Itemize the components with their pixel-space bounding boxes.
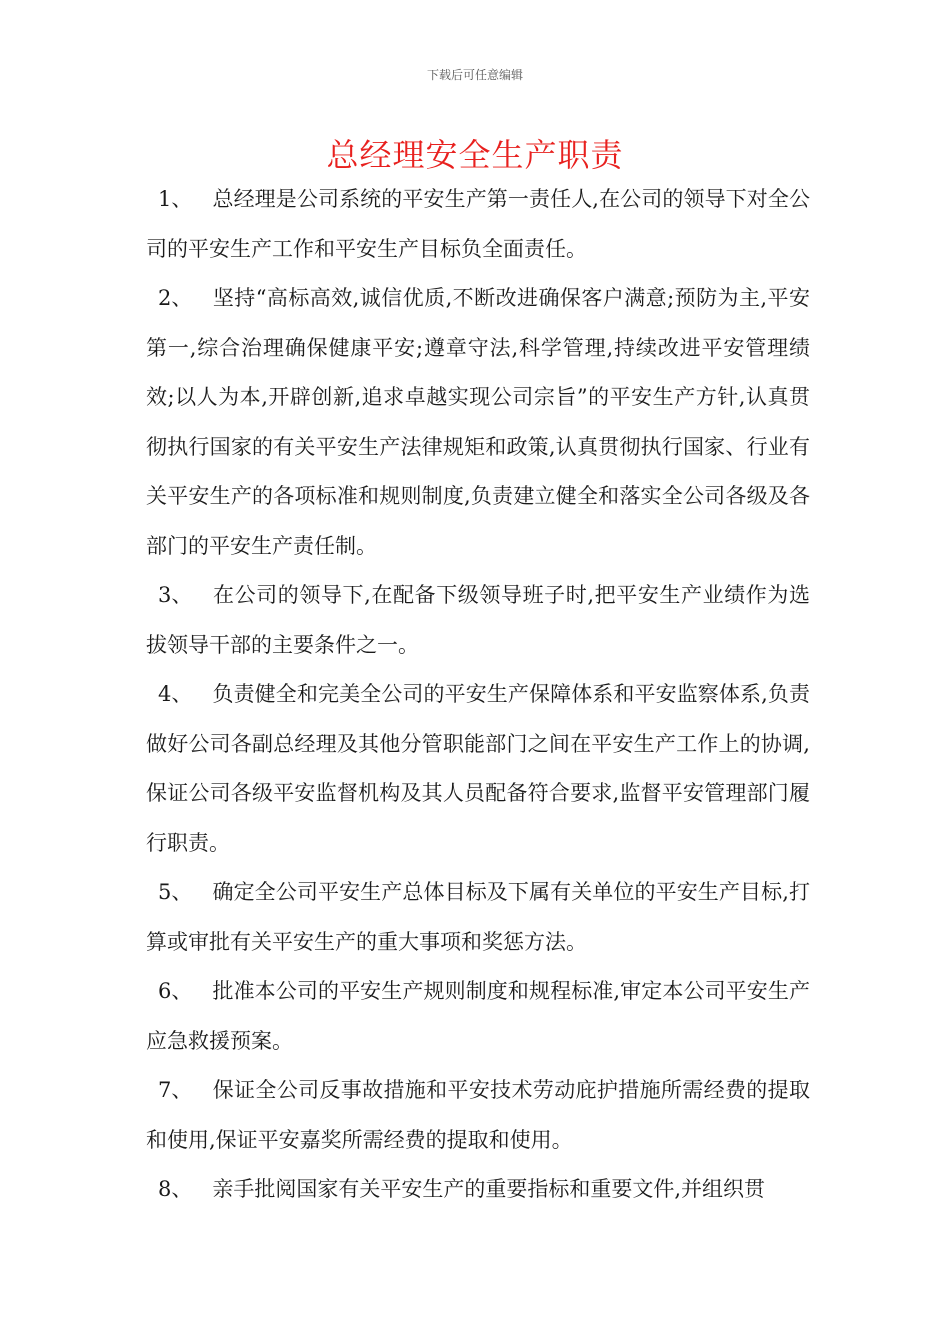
item-text: 负责健全和完美全公司的平安生产保障体系和平安监察体系,负责做好公司各副总经理及其他分管职能部门之间在平安生产工作上的协调,保证公司各级平安监督机构及其人员配备符合要求,监督平安管理部门履行职责。 xyxy=(146,682,810,855)
list-item xyxy=(146,967,810,1066)
item-number: 4、 xyxy=(158,682,193,706)
item-text: 批准本公司的平安生产规则制度和规程标准,审定本公司平安生产应急救援预案。 xyxy=(146,979,810,1053)
item-number: 5、 xyxy=(158,880,193,904)
list-item xyxy=(146,1165,810,1215)
document-body xyxy=(146,175,810,1215)
list-item xyxy=(146,175,810,274)
page-header-note: 下载后可任意编辑 xyxy=(426,68,523,82)
item-number: 1、 xyxy=(158,187,193,211)
list-item xyxy=(146,670,810,868)
list-item xyxy=(146,274,810,571)
item-text: 确定全公司平安生产总体目标及下属有关单位的平安生产目标,打算或审批有关平安生产的重大事项和奖惩方法。 xyxy=(146,880,810,954)
document-title: 总经理安全生产职责 xyxy=(326,136,624,174)
list-item xyxy=(146,1066,810,1165)
item-number: 6、 xyxy=(158,979,193,1003)
item-text: 坚持“高标高效,诚信优质,不断改进确保客户满意;预防为主,平安第一,综合治理确保健康平安;遵章守法,科学管理,持续改进平安管理绩效;以人为本,开辟创新,追求卓越实现公司宗旨”的平安生产方针,认真贯彻执行国家的有关平安生产法律规矩和政策,认真贯彻执行国家、行业有关平安生产的各项标准和规则制度,负责建立健全和落实全公司各级及各部门的平安生产责任制。 xyxy=(146,286,810,558)
item-text: 保证全公司反事故措施和平安技术劳动庇护措施所需经费的提取和使用,保证平安嘉奖所需经费的提取和使用。 xyxy=(146,1078,810,1152)
item-text: 亲手批阅国家有关平安生产的重要指标和重要文件,并组织贯 xyxy=(212,1177,766,1201)
list-item xyxy=(146,868,810,967)
item-number: 3、 xyxy=(158,583,193,607)
item-number: 7、 xyxy=(158,1078,193,1102)
item-number: 8、 xyxy=(158,1177,193,1201)
item-number: 2、 xyxy=(158,286,193,310)
item-text: 在公司的领导下,在配备下级领导班子时,把平安生产业绩作为选拔领导干部的主要条件之一。 xyxy=(146,583,810,657)
list-item xyxy=(146,571,810,670)
item-text: 总经理是公司系统的平安生产第一责任人,在公司的领导下对全公司的平安生产工作和平安生产目标负全面责任。 xyxy=(146,187,810,261)
